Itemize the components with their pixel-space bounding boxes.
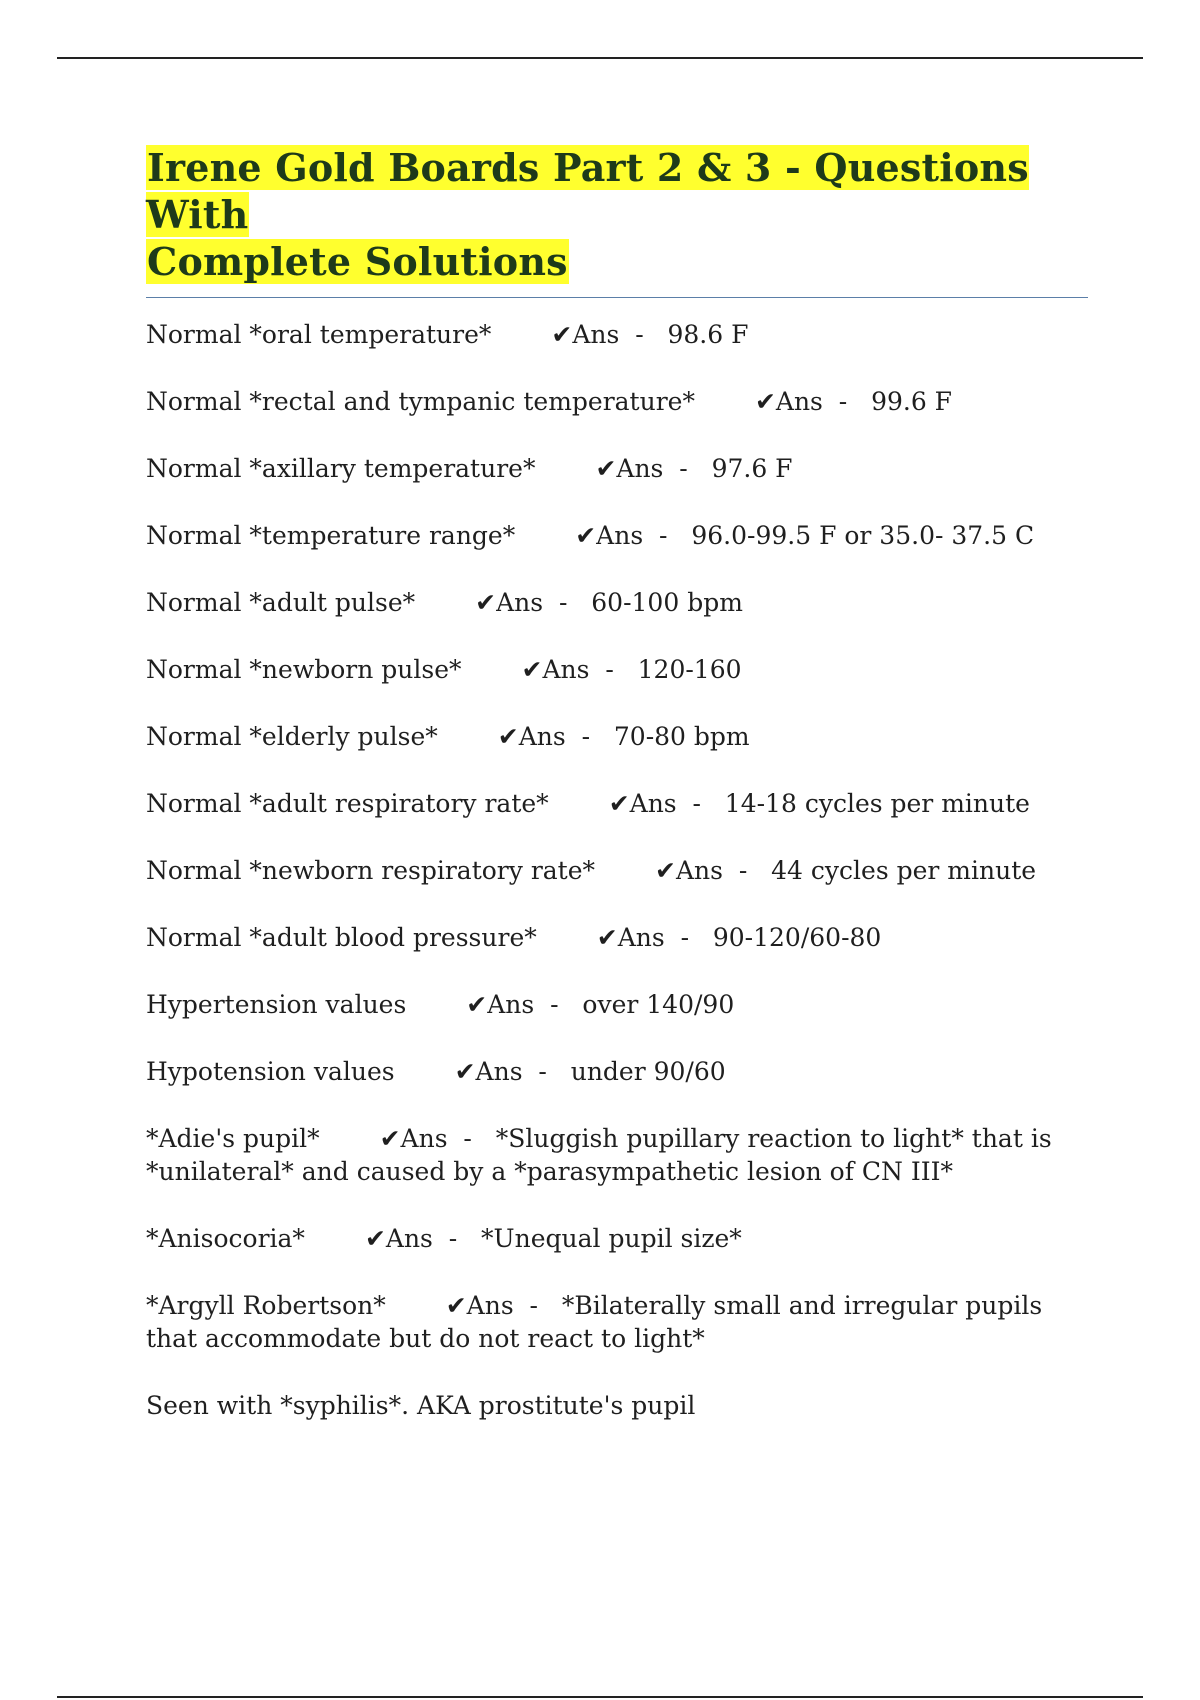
qa-item	[146, 653, 1088, 686]
page-bottom-rule	[57, 1696, 1143, 1698]
qa-answer: ✔Ans - 44 cycles per minute	[655, 856, 1037, 885]
qa-list	[146, 318, 1088, 1422]
qa-answer: ✔Ans - 99.6 F	[754, 387, 953, 416]
qa-item	[146, 854, 1088, 887]
qa-answer: ✔Ans - 14-18 cycles per minute	[608, 789, 1030, 818]
qa-term: *Adie's pupil*	[146, 1124, 320, 1153]
qa-answer: ✔Ans - 96.0-99.5 F or 35.0- 37.5 C	[575, 521, 1035, 550]
qa-term: Normal *adult respiratory rate*	[146, 789, 549, 818]
qa-term: *Argyll Robertson*	[146, 1291, 386, 1320]
document-body	[146, 144, 1088, 1422]
qa-answer: ✔Ans - 70-80 bpm	[497, 722, 750, 751]
qa-item	[146, 921, 1088, 954]
qa-answer: ✔Ans - 120-160	[521, 655, 742, 684]
qa-answer: ✔Ans - 90-120/60-80	[596, 923, 882, 952]
qa-term: Normal *newborn respiratory rate*	[146, 856, 596, 885]
qa-item	[146, 385, 1088, 418]
qa-item	[146, 519, 1088, 552]
qa-item	[146, 1055, 1088, 1088]
qa-answer: ✔Ans - under 90/60	[454, 1057, 726, 1086]
qa-term: Normal *oral temperature*	[146, 320, 492, 349]
qa-answer: ✔Ans - 60-100 bpm	[475, 588, 743, 617]
qa-item	[146, 1289, 1088, 1355]
qa-item	[146, 1222, 1088, 1255]
qa-item	[146, 318, 1088, 351]
qa-term: Normal *adult pulse*	[146, 588, 416, 617]
qa-term: *Anisocoria*	[146, 1224, 305, 1253]
title-line-1: Irene Gold Boards Part 2 & 3 - Questions With	[146, 145, 1029, 237]
qa-answer: ✔Ans - *Sluggish pupillary reaction to light* that is *unilateral* and caused by a *parasympathetic lesion of CN III*	[146, 1124, 1060, 1186]
qa-term: Hypertension values	[146, 990, 407, 1019]
qa-term: Hypotension values	[146, 1057, 395, 1086]
qa-answer: ✔Ans - *Unequal pupil size*	[364, 1224, 742, 1253]
qa-term: Normal *adult blood pressure*	[146, 923, 537, 952]
qa-item	[146, 586, 1088, 619]
qa-item	[146, 452, 1088, 485]
qa-answer: ✔Ans - over 140/90	[466, 990, 735, 1019]
qa-term: Normal *rectal and tympanic temperature*	[146, 387, 695, 416]
qa-answer: ✔Ans - 98.6 F	[551, 320, 749, 349]
document-title	[146, 144, 1088, 285]
title-line-2: Complete Solutions	[147, 239, 568, 284]
note-paragraph: Seen with *syphilis*. AKA prostitute's pupil	[146, 1391, 696, 1420]
qa-item	[146, 988, 1088, 1021]
qa-item	[146, 1122, 1088, 1188]
page-top-rule	[57, 57, 1143, 59]
qa-answer: ✔Ans - *Bilaterally small and irregular pupils that accommodate but do not react to light*	[146, 1291, 1051, 1353]
qa-term: Normal *temperature range*	[146, 521, 516, 550]
qa-term: Normal *newborn pulse*	[146, 655, 462, 684]
title-underline	[146, 297, 1088, 298]
qa-answer: ✔Ans - 97.6 F	[595, 454, 793, 483]
qa-item	[146, 720, 1088, 753]
qa-term: Normal *elderly pulse*	[146, 722, 438, 751]
qa-item	[146, 787, 1088, 820]
qa-term: Normal *axillary temperature*	[146, 454, 536, 483]
